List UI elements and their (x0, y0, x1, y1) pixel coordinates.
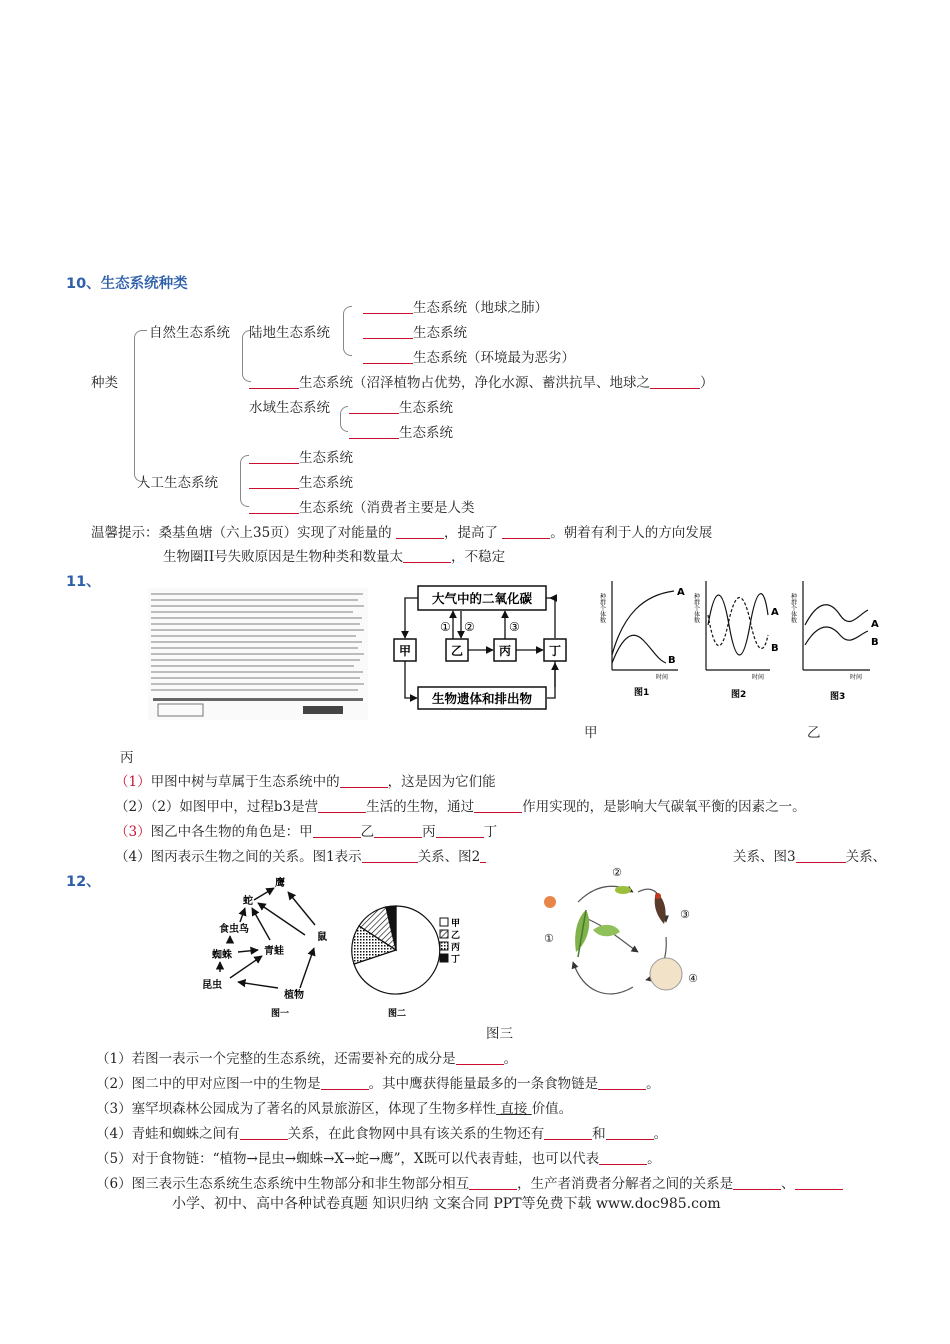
desert-line: 生态系统（环境最为恶劣） (363, 346, 575, 366)
q12-part2: （2）图二中的甲对应图一中的生物是 。其中鹰获得能量最多的一条食物链是 。 (96, 1076, 660, 1092)
footer-text: 小学、初中、高中各种试卷真题 知识归纳 文案合同 PPT等免费下载 www.doc985.com (172, 1196, 721, 1212)
svg-text:②: ② (464, 620, 475, 634)
water-ecosystem-label: 水域生态系统 (249, 400, 330, 416)
svg-text:③: ③ (509, 620, 520, 634)
q12-part3: （3）塞罕坝森林公园成为了著名的风景旅游区，体现了生物多样性 直接 价值。 (96, 1101, 573, 1117)
svg-text:时间: 时间 (850, 674, 863, 681)
svg-text:④: ④ (688, 972, 698, 985)
water1-line: 生态系统 (349, 396, 453, 416)
node-frog: 青蛙 (264, 946, 284, 957)
svg-text:①: ① (544, 932, 554, 945)
pie-legend-1: 乙 (451, 931, 461, 941)
svg-text:①: ① (440, 620, 451, 634)
brace-water (340, 406, 348, 432)
label-bing: 丙 (120, 750, 134, 766)
q11-part1: （1）甲图中树与草属于生态系统中的 ，这是因为它们能 (115, 774, 496, 790)
q12-heading: 12、 (66, 874, 101, 890)
brace-species (134, 330, 147, 482)
caterpillar-icon (615, 886, 631, 894)
pie-caption: 图二 (388, 1009, 407, 1019)
tip-line: 温馨提示：桑基鱼塘（六上35页）实现了对能量的 ，提高了 。朝着有利于人的方向发展 (91, 525, 713, 541)
node-insect: 昆虫 (202, 980, 222, 991)
label-jia: 甲 (584, 725, 598, 741)
svg-text:乙: 乙 (450, 644, 464, 658)
population-graphs (598, 575, 888, 705)
figure-jia-image (148, 588, 368, 720)
svg-text:甲: 甲 (398, 644, 412, 658)
water2-line: 生态系统 (349, 421, 453, 441)
decomposer-icon (650, 958, 682, 990)
q12-part4: （4）青蛙和蜘蛛之间有 关系，在此食物网中具有该关系的生物还有 和 。 (96, 1126, 668, 1142)
grassland-line: 生态系统 (363, 321, 467, 341)
pie-legend-3: 丁 (451, 955, 461, 965)
food-web-diagram (190, 870, 340, 1020)
artificial-ecosystem-label: 人工生态系统 (137, 475, 218, 491)
svg-text:图3: 图3 (830, 692, 846, 702)
q11-heading: 11、 (66, 574, 101, 590)
q11-part2: （2）（2）如图甲中，过程b3是营 生活的生物，通过 作用实现的，是影响大气碳氧平衡的因素之一。 (115, 799, 806, 815)
fig3-caption: 图三 (486, 1026, 513, 1042)
tip2-line: 生物圈II号失败原因是生物种类和数量太 ，不稳定 (163, 549, 506, 565)
svg-text:时间: 时间 (752, 674, 765, 681)
node-bird: 食虫鸟 (219, 924, 249, 935)
svg-text:种群个体数: 种群个体数 (789, 593, 797, 623)
wetland-line: 生态系统（沼泽植物占优势，净化水源、蓄洪抗旱、地球之 ） (249, 371, 714, 391)
svg-text:丁: 丁 (548, 644, 562, 658)
land-ecosystem-label: 陆地生态系统 (249, 325, 330, 341)
species-label: 种类 (91, 375, 118, 391)
q10-heading: 10、生态系统种类 (66, 276, 188, 292)
svg-text:种群个体数: 种群个体数 (598, 593, 606, 623)
node-mouse: 鼠 (317, 932, 327, 943)
art3-line: 生态系统（消费者主要是人类 (249, 496, 475, 516)
pie-legend-0: 甲 (451, 919, 461, 929)
svg-text:③: ③ (680, 908, 690, 921)
atmosphere-label: 大气中的二氧化碳 (431, 591, 533, 606)
label-yi: 乙 (807, 725, 821, 741)
pie-legend-2: 丙 (451, 943, 461, 953)
remains-label: 生物遗体和排出物 (431, 691, 533, 706)
brace-artificial (240, 455, 249, 507)
svg-text:B: B (771, 643, 779, 654)
art1-line: 生态系统 (249, 446, 353, 466)
pie-diagram (348, 900, 478, 1020)
node-plant: 植物 (284, 990, 304, 1001)
forest-line: 生态系统（地球之肺） (363, 296, 548, 316)
svg-text:②: ② (612, 866, 622, 879)
q12-part5: （5）对于食物链：“植物→昆虫→蜘蛛→X→蛇→鹰”，X既可以代表青蛙，也可以代表 。 (96, 1151, 661, 1167)
node-eagle: 鹰 (275, 878, 285, 889)
sun-icon (544, 896, 556, 908)
q11-part4: （4）图丙表示生物之间的关系。图1表示 关系、图2 (115, 845, 486, 865)
food-web-caption: 图一 (270, 1009, 290, 1019)
ecosystem-cycle-figure (538, 862, 708, 1007)
svg-text:时间: 时间 (656, 674, 669, 681)
svg-text:A: A (871, 619, 879, 630)
svg-text:种群个体数: 种群个体数 (692, 593, 700, 623)
svg-text:图2: 图2 (731, 690, 747, 700)
svg-text:B: B (871, 637, 879, 648)
art2-line: 生态系统 (249, 471, 353, 491)
carbon-cycle-diagram (390, 583, 575, 713)
node-snake: 蛇 (243, 896, 253, 907)
q12-part6: （6）图三表示生态系统生态系统中生物部分和非生物部分相互 ，生产者消费者分解者之间的关系是 、 (96, 1172, 843, 1192)
svg-text:A: A (771, 607, 779, 618)
q11-part3: （3）图乙中各生物的角色是：甲 乙 丙 丁 (115, 824, 498, 840)
natural-ecosystem-label: 自然生态系统 (149, 325, 230, 341)
svg-text:A: A (677, 587, 685, 598)
q12-part1: （1）若图一表示一个完整的生态系统，还需要补充的成分是 。 (96, 1051, 518, 1067)
brace-land (343, 306, 352, 356)
svg-text:图1: 图1 (634, 688, 650, 698)
node-spider: 蜘蛛 (212, 950, 232, 961)
q11-part4-tail: 关系、图3 关系、 (733, 849, 887, 865)
svg-text:丙: 丙 (498, 644, 512, 658)
svg-text:B: B (668, 655, 676, 666)
